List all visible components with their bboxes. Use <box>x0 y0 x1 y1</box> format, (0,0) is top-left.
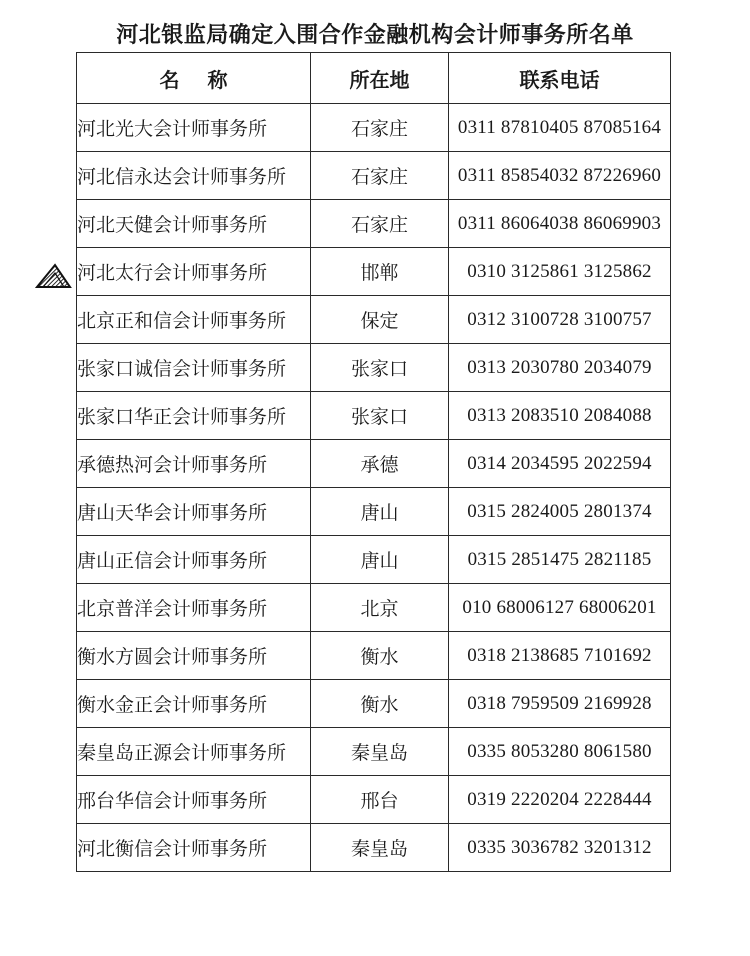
table-row <box>77 824 671 872</box>
firm-name: 张家口华正会计师事务所 <box>77 392 311 440</box>
firm-name: 秦皇岛正源会计师事务所 <box>77 728 311 776</box>
firm-name: 邢台华信会计师事务所 <box>77 776 311 824</box>
firm-name: 衡水金正会计师事务所 <box>77 680 311 728</box>
table-header-row <box>77 53 671 104</box>
table-row <box>77 776 671 824</box>
firm-name: 唐山正信会计师事务所 <box>77 536 311 584</box>
firm-phone: 0318 2138685 7101692 <box>449 632 671 680</box>
firm-name: 唐山天华会计师事务所 <box>77 488 311 536</box>
firm-name: 承德热河会计师事务所 <box>77 440 311 488</box>
firm-city: 承德 <box>311 440 449 488</box>
firm-city: 衡水 <box>311 632 449 680</box>
table-row <box>77 152 671 200</box>
firm-city: 张家口 <box>311 392 449 440</box>
document-title: 河北银监局确定入围合作金融机构会计师事务所名单 <box>116 23 634 48</box>
table-row <box>77 584 671 632</box>
firm-city: 秦皇岛 <box>311 824 449 872</box>
table-row <box>77 248 671 296</box>
firm-name: 张家口诚信会计师事务所 <box>77 344 311 392</box>
firm-city: 唐山 <box>311 488 449 536</box>
firm-city: 唐山 <box>311 536 449 584</box>
firm-city: 北京 <box>311 584 449 632</box>
firm-city: 秦皇岛 <box>311 728 449 776</box>
firm-phone: 0314 2034595 2022594 <box>449 440 671 488</box>
table-row <box>77 536 671 584</box>
firm-name: 河北信永达会计师事务所 <box>77 152 311 200</box>
firm-name: 河北太行会计师事务所 <box>77 248 311 296</box>
firm-phone: 0315 2824005 2801374 <box>449 488 671 536</box>
firm-name: 河北光大会计师事务所 <box>77 104 311 152</box>
table-row <box>77 104 671 152</box>
firm-city: 衡水 <box>311 680 449 728</box>
firm-phone: 0311 85854032 87226960 <box>449 152 671 200</box>
table-row <box>77 200 671 248</box>
firm-city: 石家庄 <box>311 200 449 248</box>
table-row <box>77 728 671 776</box>
firm-table <box>76 52 671 872</box>
header-phone: 联系电话 <box>449 53 671 104</box>
firm-phone: 0315 2851475 2821185 <box>449 536 671 584</box>
header-name: 名称 <box>77 53 311 104</box>
table-row <box>77 488 671 536</box>
table-row <box>77 632 671 680</box>
firm-city: 邯郸 <box>311 248 449 296</box>
table-row <box>77 296 671 344</box>
table-row <box>77 440 671 488</box>
firm-phone: 0311 86064038 86069903 <box>449 200 671 248</box>
firm-city: 保定 <box>311 296 449 344</box>
firm-phone: 0310 3125861 3125862 <box>449 248 671 296</box>
firm-phone: 0313 2083510 2084088 <box>449 392 671 440</box>
firm-phone: 010 68006127 68006201 <box>449 584 671 632</box>
table-row <box>77 344 671 392</box>
firm-phone: 0335 3036782 3201312 <box>449 824 671 872</box>
table-row <box>77 680 671 728</box>
firm-name: 北京正和信会计师事务所 <box>77 296 311 344</box>
firm-city: 石家庄 <box>311 152 449 200</box>
firm-phone: 0319 2220204 2228444 <box>449 776 671 824</box>
firm-phone: 0313 2030780 2034079 <box>449 344 671 392</box>
hatched-triangle-icon <box>33 262 73 290</box>
firm-phone: 0335 8053280 8061580 <box>449 728 671 776</box>
firm-city: 张家口 <box>311 344 449 392</box>
firm-name: 河北天健会计师事务所 <box>77 200 311 248</box>
firm-name: 北京普洋会计师事务所 <box>77 584 311 632</box>
firm-city: 石家庄 <box>311 104 449 152</box>
firm-phone: 0318 7959509 2169928 <box>449 680 671 728</box>
firm-name: 河北衡信会计师事务所 <box>77 824 311 872</box>
header-city: 所在地 <box>311 53 449 104</box>
firm-city: 邢台 <box>311 776 449 824</box>
table-row <box>77 392 671 440</box>
firm-phone: 0312 3100728 3100757 <box>449 296 671 344</box>
firm-phone: 0311 87810405 87085164 <box>449 104 671 152</box>
firm-name: 衡水方圆会计师事务所 <box>77 632 311 680</box>
